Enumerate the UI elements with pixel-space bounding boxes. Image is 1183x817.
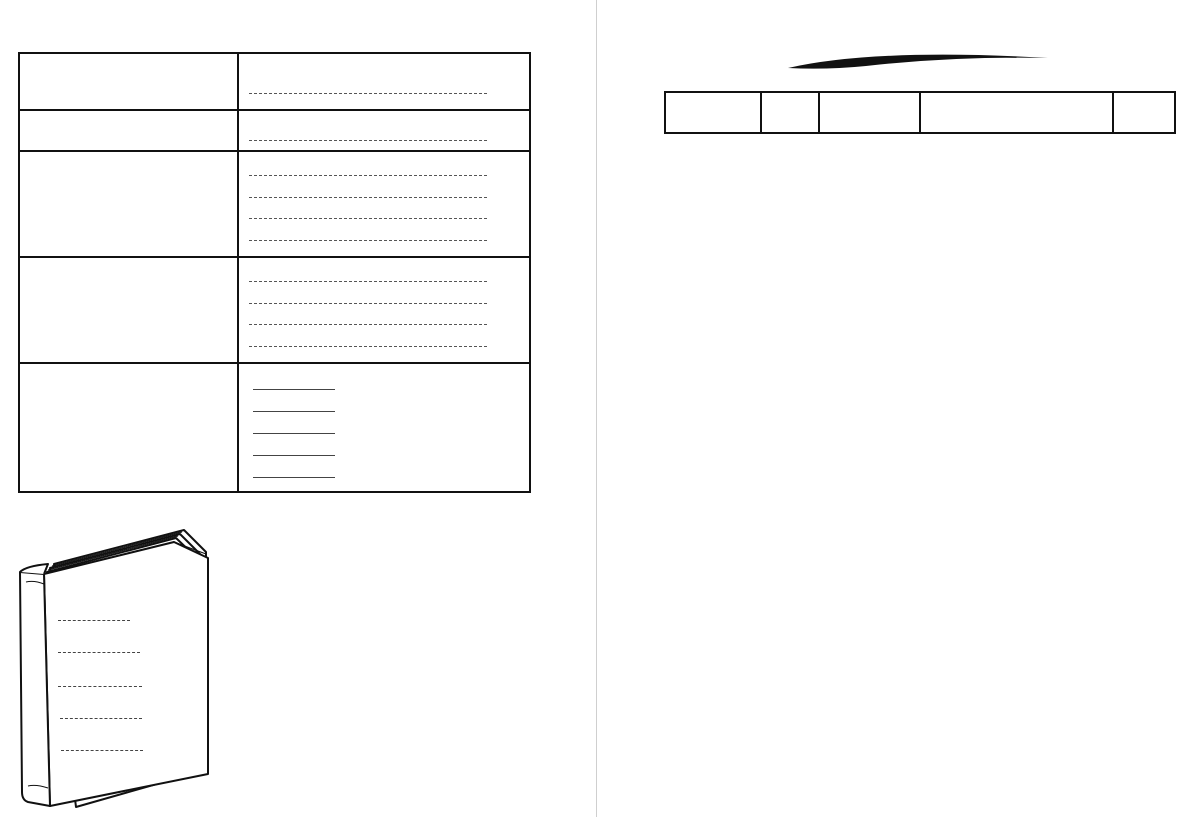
answer-blank[interactable] — [61, 742, 143, 751]
column-header-periode — [665, 92, 761, 133]
column-header-duree — [1113, 92, 1175, 133]
nature-item-documentaires — [249, 434, 529, 456]
answer-line[interactable] — [249, 304, 487, 326]
answer-line[interactable] — [249, 70, 487, 94]
answer-blank[interactable] — [253, 403, 335, 412]
nature-item-romans — [249, 368, 529, 390]
book-icon — [14, 524, 214, 809]
answer-line[interactable] — [249, 282, 487, 304]
answer-blank[interactable] — [253, 381, 335, 390]
column-header-theme — [920, 92, 1113, 133]
answer-line[interactable] — [249, 260, 487, 282]
stats-row-nature — [19, 363, 530, 492]
book-illustration — [14, 524, 214, 809]
stats-lines — [238, 110, 530, 151]
achats-item-autres — [57, 742, 143, 754]
nature-item-autres — [249, 456, 529, 478]
answer-blank[interactable] — [58, 644, 140, 653]
answer-blank[interactable] — [253, 425, 335, 434]
achats-item-docs — [56, 710, 142, 722]
stats-row-prets — [19, 110, 530, 151]
stats-lines — [238, 151, 530, 257]
stats-lines — [238, 257, 530, 363]
stats-lines — [238, 53, 530, 110]
answer-line[interactable] — [249, 176, 487, 198]
stats-label — [19, 53, 238, 110]
answer-blank[interactable] — [253, 447, 335, 456]
sessions-header-row — [665, 92, 1175, 133]
answer-blank[interactable] — [58, 612, 130, 621]
answer-line[interactable] — [249, 154, 487, 176]
stats-row-prets-niveau — [19, 151, 530, 257]
answer-blank[interactable] — [58, 678, 142, 687]
answer-line[interactable] — [249, 121, 487, 141]
stats-table — [18, 52, 531, 493]
sessions-table — [664, 91, 1176, 134]
answer-line[interactable] — [249, 325, 487, 347]
achats-item-mangas — [54, 644, 140, 656]
answer-blank[interactable] — [60, 710, 142, 719]
stats-label — [19, 110, 238, 151]
achats-item-romans — [54, 612, 130, 624]
stats-lines — [238, 363, 530, 492]
title-swoosh-decoration — [786, 52, 1050, 72]
achats-item-bd — [54, 678, 142, 690]
stats-row-emprunteurs — [19, 257, 530, 363]
stats-label — [19, 363, 238, 492]
stats-label — [19, 257, 238, 363]
answer-line[interactable] — [249, 219, 487, 241]
answer-blank[interactable] — [253, 469, 335, 478]
page-divider — [596, 0, 597, 817]
nature-item-bd — [249, 412, 529, 434]
nature-item-mangas — [249, 390, 529, 412]
column-header-professeurs — [819, 92, 920, 133]
column-header-classe — [761, 92, 819, 133]
stats-label — [19, 151, 238, 257]
stats-row-eleves — [19, 53, 530, 110]
answer-line[interactable] — [249, 198, 487, 220]
